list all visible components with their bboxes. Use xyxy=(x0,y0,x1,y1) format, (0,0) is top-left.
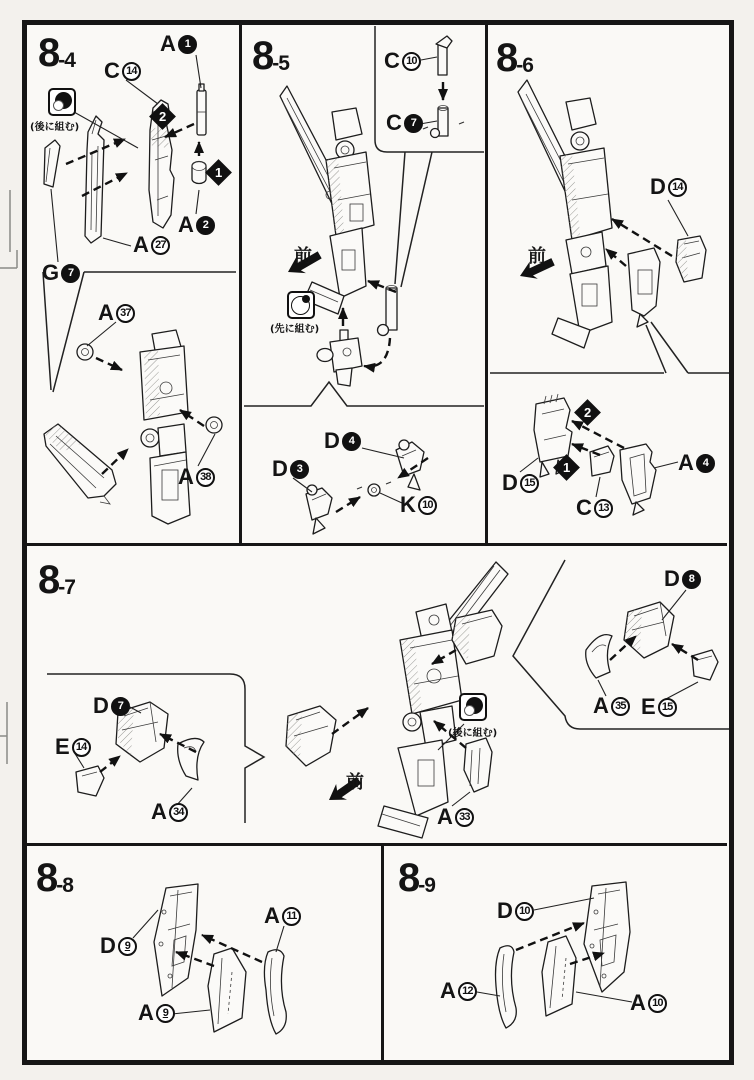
polycap-assemble-first-icon-8-5 xyxy=(287,291,315,319)
step-marker-1-8-4: 1 xyxy=(205,159,232,186)
part-a37-polycap xyxy=(77,344,93,360)
part-label-c14: C 14 xyxy=(104,60,141,82)
arrow-e14-to-d7 xyxy=(100,756,120,772)
part-a9-panel xyxy=(208,948,246,1032)
part-label-g7: G 7 xyxy=(42,262,80,284)
part-label-e15: E 15 xyxy=(641,696,677,718)
part-d4 xyxy=(396,440,424,490)
part-label-d15: D 15 xyxy=(502,472,539,494)
part-e14 xyxy=(76,766,104,796)
part-label-a37: A 37 xyxy=(98,302,135,324)
arrow-joint-to-leg xyxy=(368,281,396,292)
part-label-a12: A 12 xyxy=(440,980,477,1002)
part-knee-floating xyxy=(286,706,336,766)
part-d9-panel xyxy=(154,884,198,996)
arrow-knee-to-leg xyxy=(332,708,368,734)
step-marker-1-8-6: 1 xyxy=(553,454,580,481)
arrow-bracket-to-leg xyxy=(606,249,626,266)
part-label-a10: A 10 xyxy=(630,992,667,1014)
part-a33 xyxy=(464,738,492,792)
part-label-c7: C 7 xyxy=(386,112,423,134)
part-label-d3: D 3 xyxy=(272,458,309,480)
part-a2-cap xyxy=(192,162,206,184)
part-e15 xyxy=(692,650,718,680)
polycap-note-8-7: (後に組む) xyxy=(448,728,498,739)
part-a12-sliver xyxy=(496,946,517,1028)
polycap-socket xyxy=(464,705,475,716)
part-label-d8: D 8 xyxy=(664,568,701,590)
polycap-assemble-later-icon-8-7 xyxy=(459,693,487,721)
part-label-a11: A 11 xyxy=(264,905,301,927)
arrow-e15-to-d8 xyxy=(672,644,698,660)
arrow-a4-to-d15 xyxy=(572,421,624,448)
arrow-d3-to-k10 xyxy=(336,497,360,512)
polycap-note-8-5: (先に組む) xyxy=(270,324,320,335)
part-label-k10: K 10 xyxy=(400,494,437,516)
scan-artifact-bottom xyxy=(0,702,7,764)
part-d3 xyxy=(306,485,332,534)
subassembly-hip-8-5 xyxy=(317,330,362,386)
part-label-a34: A 34 xyxy=(151,801,188,823)
part-label-a4: A 4 xyxy=(678,452,715,474)
panel-title-8-4: 8 -4 xyxy=(38,31,75,75)
part-label-d10: D 10 xyxy=(497,900,534,922)
arrow-a37-to-leg xyxy=(96,358,122,370)
part-side-bracket-8-6 xyxy=(628,248,660,327)
part-label-a38: A 38 xyxy=(178,466,215,488)
arrow-a1-to-c14 xyxy=(165,124,194,137)
part-label-c10: C 10 xyxy=(384,50,421,72)
part-a11-sliver xyxy=(264,950,286,1034)
part-label-e14: E 14 xyxy=(55,736,91,758)
panel-title-8-6: 8 -6 xyxy=(496,36,533,80)
panel-title-8-5: 8 -5 xyxy=(252,34,289,78)
part-label-a2: A 2 xyxy=(178,214,215,236)
part-label-a33: A 33 xyxy=(437,806,474,828)
panel-title-8-8: 8 -8 xyxy=(36,856,73,900)
leg-assembly-8-6 xyxy=(518,80,612,348)
panel-title-8-7: 8 -7 xyxy=(38,558,75,602)
front-label-8-5: 前 xyxy=(294,246,312,267)
part-thigh-armor-floating xyxy=(452,610,502,664)
part-c7c10-assembled xyxy=(378,286,398,336)
front-label-8-7: 前 xyxy=(346,772,364,793)
part-label-d14: D 14 xyxy=(650,176,687,198)
part-g7-blade xyxy=(44,140,60,187)
arrow-joint-to-hip xyxy=(364,338,390,366)
leg-assembly-8-7 xyxy=(378,562,508,838)
part-label-a35: A 35 xyxy=(593,695,630,717)
polycap-assemble-later-icon-8-4 xyxy=(48,88,76,116)
part-label-a9: A 9 xyxy=(138,1002,175,1024)
part-a4 xyxy=(620,444,656,515)
part-label-d4: D 4 xyxy=(324,430,361,452)
polycap-socket xyxy=(53,100,64,111)
polycap-ball xyxy=(302,295,310,303)
part-label-a27: A 27 xyxy=(133,234,170,256)
part-a10-panel xyxy=(542,936,576,1016)
part-c13 xyxy=(590,446,614,476)
polycap-note-8-4: (後に組む) xyxy=(30,122,80,133)
step-marker-2-8-6: 2 xyxy=(574,399,601,426)
part-label-a1: A 1 xyxy=(160,33,197,55)
panel-title-8-9: 8 -9 xyxy=(398,856,435,900)
part-side-blade-8-4 xyxy=(44,424,116,504)
step-marker-2-8-4: 2 xyxy=(149,103,176,130)
part-a35-fin xyxy=(586,635,612,678)
arrow-blade-to-leg xyxy=(102,449,128,474)
scan-artifact-top xyxy=(0,190,17,268)
part-c10-pin xyxy=(436,36,452,75)
front-label-8-6: 前 xyxy=(528,246,546,267)
part-a1-rod xyxy=(197,84,206,135)
part-d8-armor xyxy=(624,602,674,658)
part-k10-polycap xyxy=(368,484,380,496)
part-a38-polycap xyxy=(206,417,222,433)
subassembly-leg-8-4 xyxy=(140,330,190,524)
part-d14-armor xyxy=(676,236,706,282)
part-label-c13: C 13 xyxy=(576,497,613,519)
part-label-d9: D 9 xyxy=(100,935,137,957)
part-a27-fork xyxy=(85,116,104,243)
part-label-d7: D 7 xyxy=(93,695,130,717)
leg-assembly-8-5 xyxy=(280,86,374,314)
